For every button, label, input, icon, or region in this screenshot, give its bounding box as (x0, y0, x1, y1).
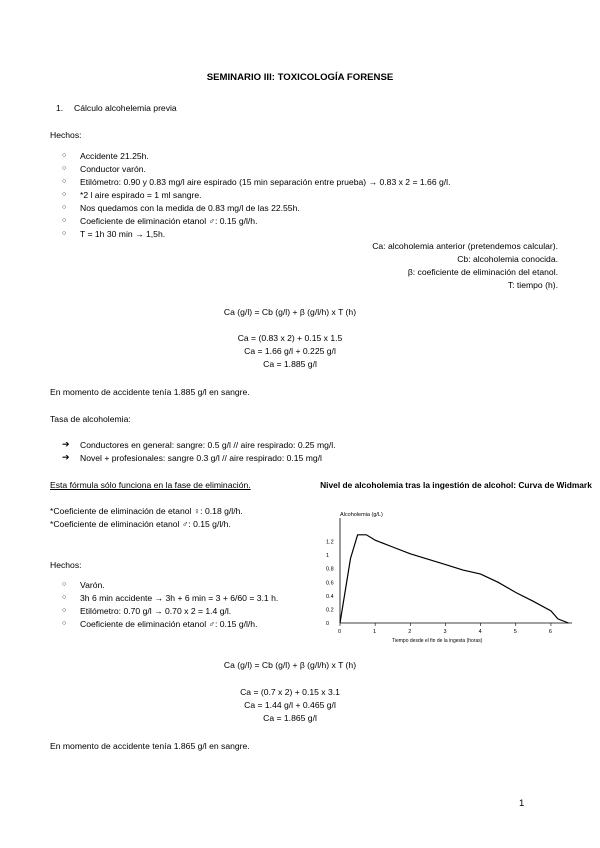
bullet-icon: ○ (62, 594, 67, 601)
x-tick-label: 5 (513, 629, 517, 635)
calc-line: Ca = 1.66 g/l + 0.225 g/l (244, 346, 336, 356)
y-tick-label: 1 (326, 553, 330, 560)
bullet-icon: ○ (62, 165, 67, 172)
arrow-bullet-icon: ➔ (62, 439, 70, 449)
fact-item: Coeficiente de eliminación etanol ♂: 0.15 g/l/h. (80, 216, 258, 226)
fact-item: Nos quedamos con la medida de 0.83 mg/l de las 22.55h. (80, 203, 300, 213)
x-tick-label: 4 (478, 629, 482, 635)
calc-line: Ca = 1.44 g/l + 0.465 g/l (244, 700, 336, 710)
bullet-icon: ○ (62, 620, 67, 627)
bullet-icon: ○ (62, 204, 67, 211)
fact-item: Etilómetro: 0.70 g/l → 0.70 x 2 = 1.4 g/l. (80, 606, 232, 616)
calc-line: Ca = (0.7 x 2) + 0.15 x 3.1 (240, 687, 340, 697)
section-heading: Cálculo alcohelemia previa (74, 103, 177, 113)
y-tick-label: 1.2 (326, 539, 334, 546)
widmark-chart (322, 508, 582, 648)
page-number: 1 (519, 798, 525, 809)
coef-note: *Coeficiente de eliminación etanol ♂: 0.15 g/l/h. (50, 519, 231, 529)
fact-item: 3h 6 min accidente → 3h + 6 min = 3 + 6/60 = 3.1 h. (80, 593, 279, 603)
fact-item: Varón. (80, 580, 105, 590)
y-tick-label: 0.8 (326, 566, 334, 573)
bullet-icon: ○ (62, 230, 67, 237)
formula: Ca (g/l) = Cb (g/l) + β (g/l/h) x T (h) (223, 660, 357, 670)
tasa-item: Novel + profesionales: sangre 0.3 g/l // aire respirado: 0.15 mg/l (80, 453, 322, 463)
bullet-icon: ○ (62, 152, 67, 159)
y-tick-label: 0.2 (326, 607, 334, 614)
y-tick-label: 0.4 (326, 593, 334, 600)
tasa-heading: Tasa de alcoholemia: (50, 414, 131, 424)
page-title: SEMINARIO III: TOXICOLOGÍA FORENSE (206, 72, 394, 83)
legend-line: T: tiempo (h). (507, 280, 558, 290)
formula: Ca (g/l) = Cb (g/l) + β (g/l/h) x T (h) (223, 307, 357, 317)
tasa-item: Conductores en general: sangre: 0.5 g/l // aire respirado: 0.25 mg/l. (80, 440, 336, 450)
fact-item: Etilómetro: 0.90 y 0.83 mg/l aire espirado (15 min separación entre prueba) → 0.83 x 2 = 1.66 g/l. (80, 177, 451, 187)
x-tick-label: 6 (548, 629, 552, 635)
y-axis-label: Alcoholemia (g/L) (340, 512, 383, 518)
calc-line: Ca = (0.83 x 2) + 0.15 x 1.5 (237, 333, 343, 343)
fact-item: T = 1h 30 min → 1,5h. (80, 229, 166, 239)
x-axis-label: Tiempo desde el fin de la ingesta (horas) (392, 638, 483, 644)
x-tick-label: 0 (338, 629, 342, 635)
section-number: 1. (56, 103, 64, 113)
x-tick-label: 3 (443, 629, 447, 635)
coef-note: *Coeficiente de eliminación de etanol ♀: 0.18 g/l/h. (50, 506, 243, 516)
x-tick-label: 1 (373, 629, 377, 635)
hechos-label: Hechos: (50, 130, 82, 140)
arrow-bullet-icon: ➔ (62, 452, 70, 462)
y-tick-label: 0 (326, 621, 330, 627)
conclusion: En momento de accidente tenía 1.885 g/l en sangre. (50, 387, 250, 397)
fact-item: Accidente 21.25h. (80, 151, 149, 161)
conclusion: En momento de accidente tenía 1.865 g/l en sangre. (50, 741, 250, 751)
bullet-icon: ○ (62, 607, 67, 614)
fact-item: Coeficiente de eliminación etanol ♂: 0.15 g/l/h. (80, 619, 258, 629)
phase-note: Esta fórmula sólo funciona en la fase de eliminación. (50, 480, 251, 490)
bullet-icon: ○ (62, 191, 67, 198)
y-tick-label: 0.6 (326, 580, 334, 587)
x-tick-label: 2 (408, 629, 412, 635)
bullet-icon: ○ (62, 217, 67, 224)
chart-title: Nivel de alcoholemia tras la ingestión de alcohol: Curva de Widmark (320, 480, 592, 490)
fact-item: Conductor varón. (80, 164, 146, 174)
calc-line: Ca = 1.885 g/l (263, 359, 317, 369)
legend-line: β: coeficiente de eliminación del etanol. (407, 267, 558, 277)
fact-item: *2 l aire espirado = 1 ml sangre. (80, 190, 202, 200)
bullet-icon: ○ (62, 178, 67, 185)
legend-line: Cb: alcoholemia conocida. (457, 254, 558, 264)
bullet-icon: ○ (62, 581, 67, 588)
calc-line: Ca = 1.865 g/l (263, 713, 317, 723)
legend-line: Ca: alcoholemia anterior (pretendemos calcular). (372, 241, 558, 251)
hechos-label: Hechos: (50, 560, 82, 570)
alcohol-curve-line (340, 535, 569, 623)
